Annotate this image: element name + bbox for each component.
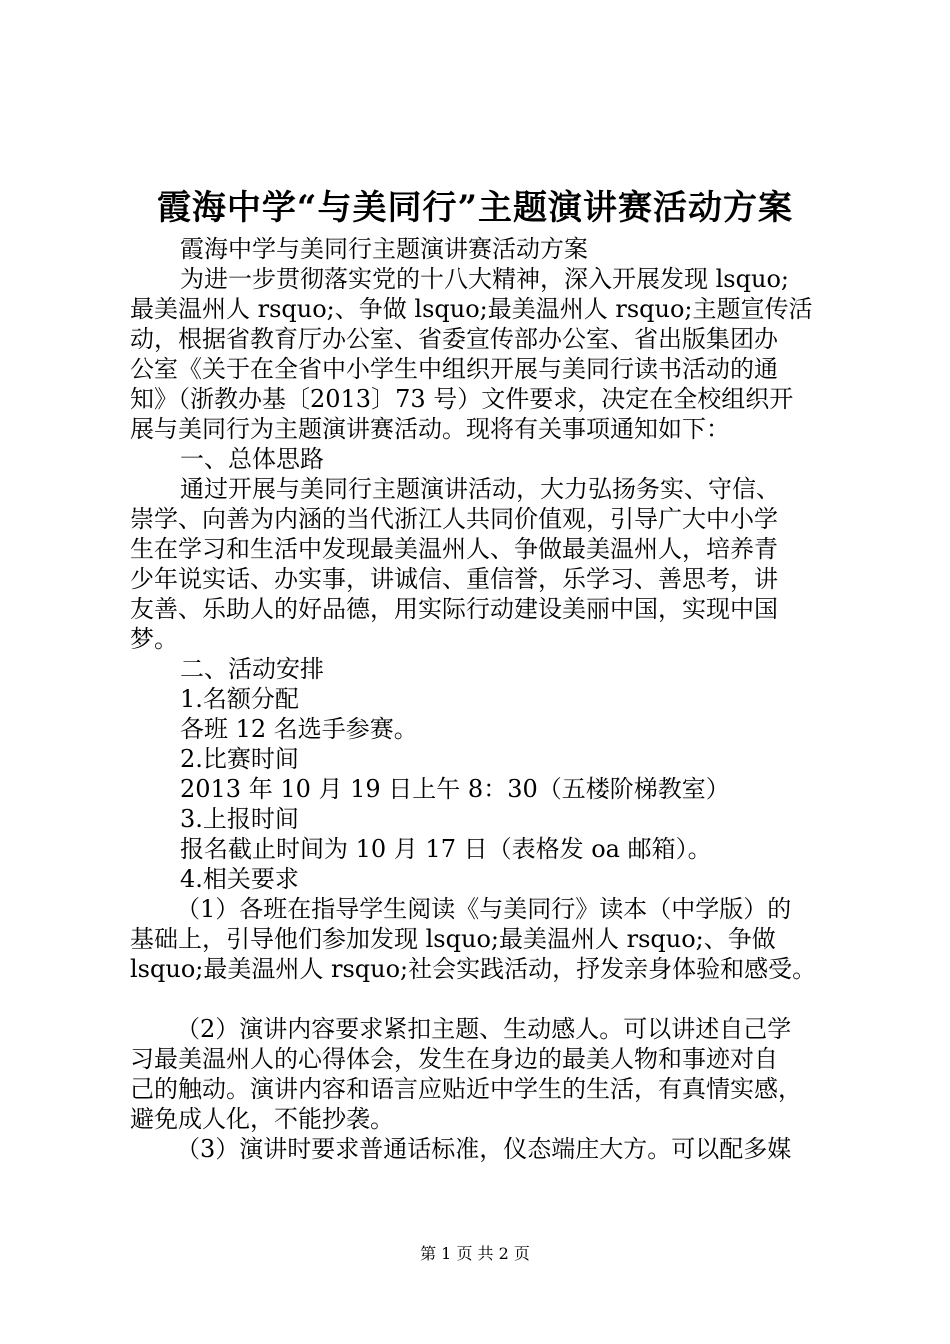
body-line: 动，根据省教育厅办公室、省委宣传部办公室、省出版集团办 [130, 325, 778, 353]
body-line: 展与美同行为主题演讲赛活动。现将有关事项通知如下： [130, 415, 730, 443]
body-line: 崇学、向善为内涵的当代浙江人共同价值观，引导广大中小学 [130, 505, 778, 533]
subsection-heading: 2.比赛时间 [180, 745, 299, 773]
body-line: 霞海中学与美同行主题演讲赛活动方案 [180, 235, 588, 263]
page-footer: 第 1 页 共 2 页 [420, 1244, 530, 1263]
body-line: 通过开展与美同行主题演讲活动，大力弘扬务实、守信、 [180, 475, 780, 503]
body-line: （2）演讲内容要求紧扣主题、生动感人。可以讲述自己学 [176, 1015, 792, 1043]
section-heading: 一、总体思路 [180, 445, 324, 473]
body-line: 习最美温州人的心得体会，发生在身边的最美人物和事迹对自 [130, 1045, 778, 1073]
subsection-heading: 1.名额分配 [180, 685, 299, 713]
body-line: （3）演讲时要求普通话标准，仪态端庄大方。可以配多媒 [176, 1135, 792, 1163]
body-line: （1）各班在指导学生阅读《与美同行》读本（中学版）的 [176, 895, 792, 923]
subsection-heading: 4.相关要求 [180, 865, 299, 893]
blank-line [130, 984, 835, 1014]
body-line: 最美温州人 rsquo;、争做 lsquo;最美温州人 rsquo;主题宣传活 [130, 295, 813, 323]
body-line: 报名截止时间为 10 月 17 日（表格发 oa 邮箱）。 [180, 835, 712, 863]
body-line: 基础上，引导他们参加发现 lsquo;最美温州人 rsquo;、争做 [130, 925, 776, 953]
body-line: 知》（浙教办基〔2013〕73 号）文件要求，决定在全校组织开 [130, 385, 794, 413]
body-line: 各班 12 名选手参赛。 [180, 715, 418, 743]
body-line: 己的触动。演讲内容和语言应贴近中学生的生活，有真情实感， [130, 1075, 802, 1103]
section-heading: 二、活动安排 [180, 655, 324, 683]
body-line: lsquo;最美温州人 rsquo;社会实践活动，抒发亲身体验和感受。 [130, 955, 817, 983]
document-title: 霞海中学“与美同行”主题演讲赛活动方案 [156, 188, 794, 228]
body-line: 生在学习和生活中发现最美温州人、争做最美温州人，培养青 [130, 535, 778, 563]
body-line: 少年说实话、办实事，讲诚信、重信誉，乐学习、善思考，讲 [130, 565, 778, 593]
document-body [130, 234, 835, 1164]
body-line: 公室《关于在全省中小学生中组织开展与美同行读书活动的通 [130, 355, 778, 383]
body-line: 2013 年 10 月 19 日上午 8：30（五楼阶梯教室） [180, 775, 730, 803]
body-line: 友善、乐助人的好品德，用实际行动建设美丽中国，实现中国 [130, 595, 778, 623]
body-line: 梦。 [130, 625, 178, 653]
subsection-heading: 3.上报时间 [180, 805, 299, 833]
body-line: 为进一步贯彻落实党的十八大精神，深入开展发现 lsquo; [180, 265, 789, 293]
body-line: 避免成人化，不能抄袭。 [130, 1105, 394, 1133]
